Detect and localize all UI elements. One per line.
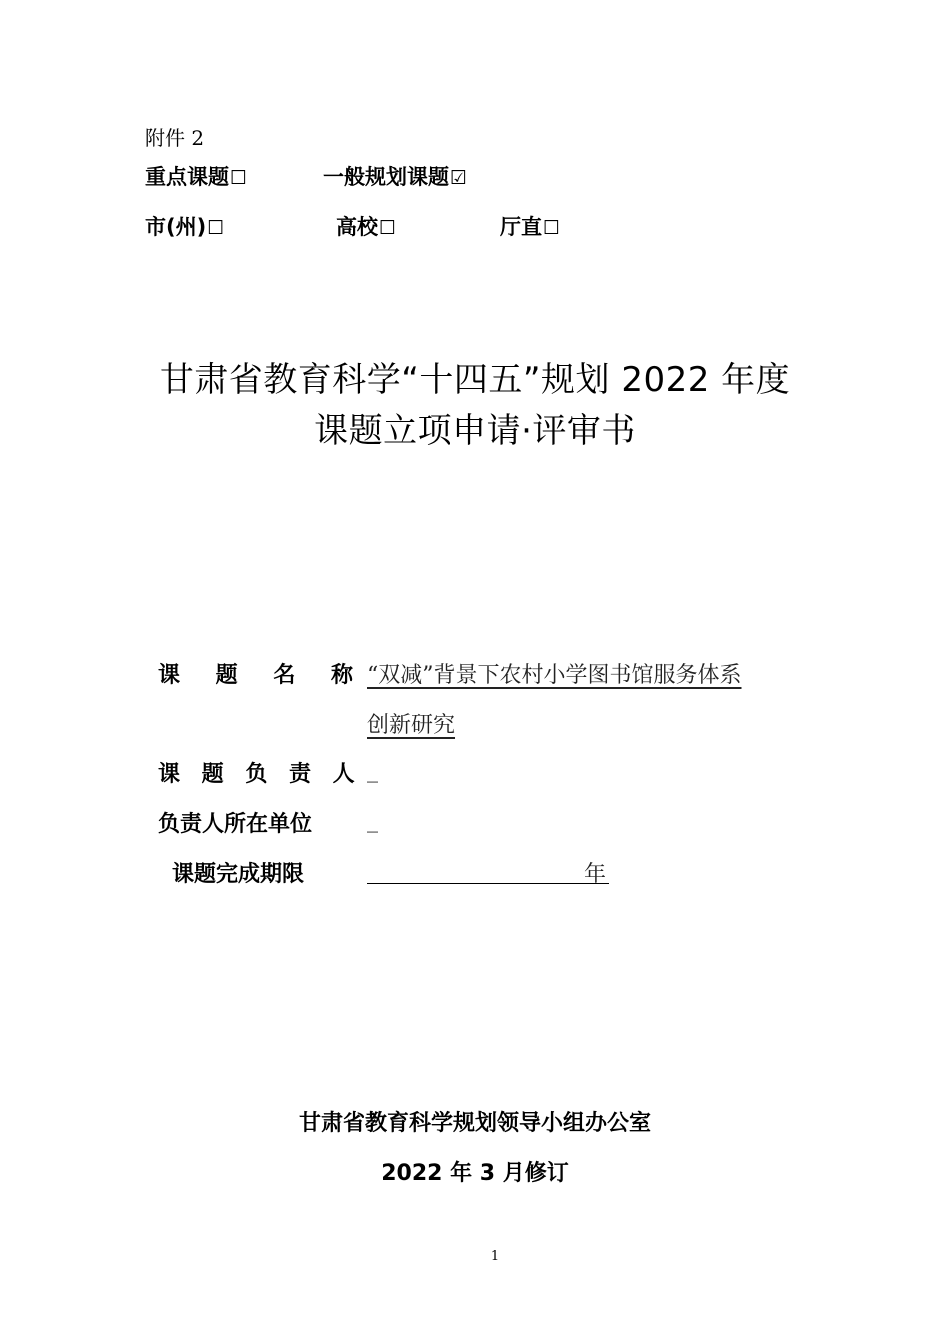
checkbox-checked-icon[interactable]: ☑	[450, 167, 468, 189]
deadline-input-line[interactable]	[367, 883, 609, 884]
unit-value: _	[367, 808, 378, 833]
category-city-label: 市(州)	[145, 215, 207, 239]
category-general-project	[323, 161, 467, 191]
checkbox-unchecked-icon[interactable]: ☐	[230, 167, 248, 189]
attachment-label: 附件 2	[145, 126, 205, 150]
document-title-line1: 甘肃省教育科学“十四五”规划 2022 年度	[159, 360, 791, 400]
category-department-label: 厅直	[500, 215, 542, 239]
checkbox-unchecked-icon[interactable]: ☐	[379, 217, 397, 239]
category-city	[145, 211, 224, 241]
issuing-office: 甘肃省教育科学规划领导小组办公室	[298, 1111, 651, 1136]
page-number: 1	[490, 1249, 500, 1264]
unit-label: 负责人所在单位	[158, 812, 313, 837]
category-key-label: 重点课题	[145, 165, 229, 189]
project-name-value-line1: “双减”背景下农村小学图书馆服务体系	[367, 663, 742, 688]
deadline-label: 课题完成期限	[172, 862, 305, 887]
project-name-value-line2: 创新研究	[367, 713, 456, 738]
leader-value: _	[367, 758, 378, 783]
category-university	[336, 211, 396, 241]
checkbox-unchecked-icon[interactable]: ☐	[543, 217, 561, 239]
leader-label: 课 题 负 责 人	[158, 762, 362, 787]
checkbox-unchecked-icon[interactable]: ☐	[207, 217, 225, 239]
category-department	[500, 211, 560, 241]
category-general-label: 一般规划课题	[323, 165, 449, 189]
project-name-label: 课 题 名 称	[158, 663, 367, 688]
category-university-label: 高校	[336, 215, 378, 239]
document-title-line2: 课题立项申请·评审书	[314, 411, 636, 451]
revision-date: 2022 年 3 月修订	[381, 1161, 569, 1186]
deadline-unit: 年	[584, 862, 607, 887]
category-key-project	[145, 161, 247, 191]
